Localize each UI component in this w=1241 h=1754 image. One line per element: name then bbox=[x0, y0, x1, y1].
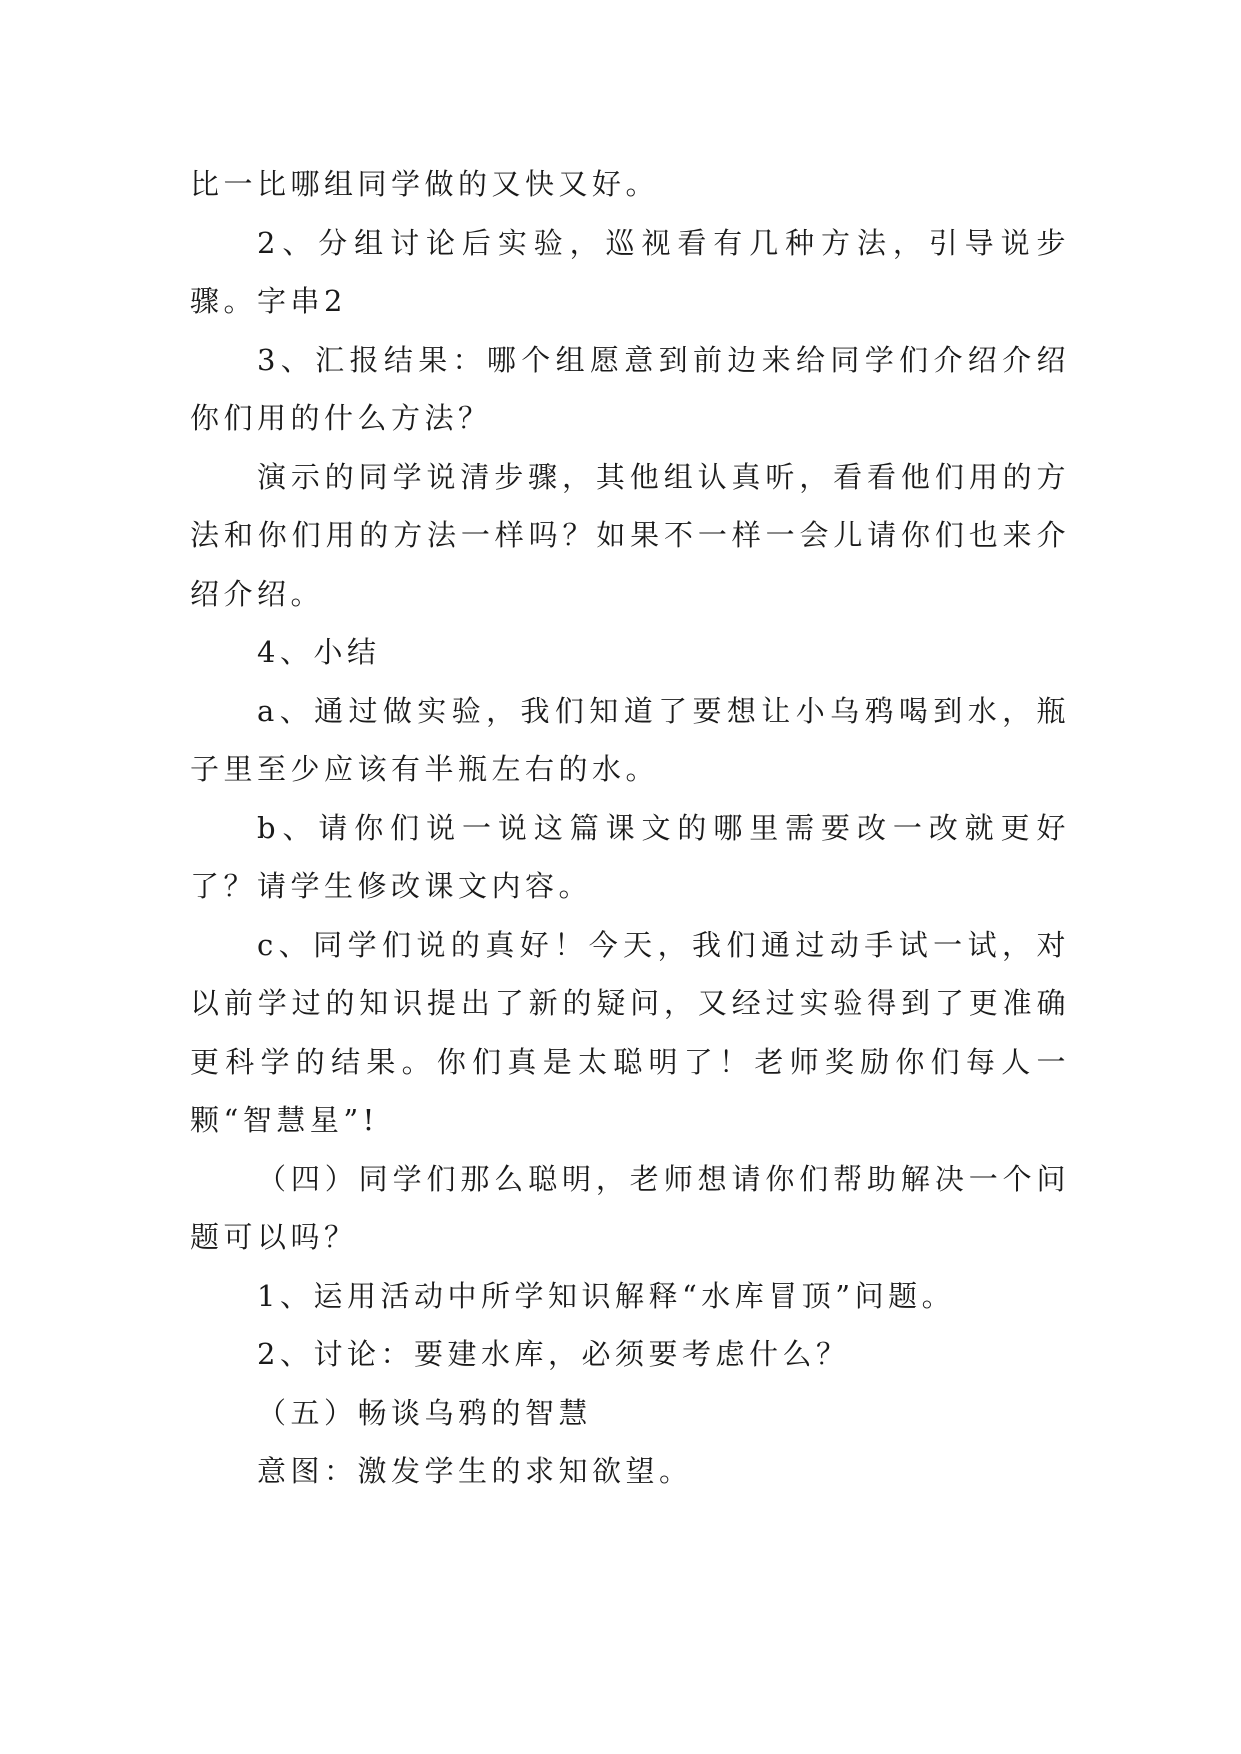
paragraph: 比一比哪组同学做的又快又好。 bbox=[190, 167, 660, 201]
paragraph: 1、运用活动中所学知识解释“水库冒顶”问题。 bbox=[257, 1278, 956, 1313]
paragraph: b、请你们说一说这篇课文的哪里需要改一改就更好了？请学生修改课文内容。 bbox=[190, 810, 1070, 903]
paragraph: 4、小结 bbox=[257, 635, 381, 669]
paragraph: a、通过做实验，我们知道了要想让小乌鸦喝到水，瓶子里至少应该有半瓶左右的水。 bbox=[190, 693, 1070, 786]
paragraph: c、同学们说的真好！今天，我们通过动手试一试，对以前学过的知识提出了新的疑问，又经过实验得到了更准确更科学的结果。你们真是太聪明了！老师奖励你们每人一颗“智慧星”! bbox=[190, 927, 1070, 1137]
paragraph: 意图：激发学生的求知欲望。 bbox=[257, 1454, 693, 1488]
paragraph: （四）同学们那么聪明，老师想请你们帮助解决一个问题可以吗？ bbox=[190, 1161, 1070, 1254]
document-body bbox=[190, 155, 1070, 1501]
paragraph: （五）畅谈乌鸦的智慧 bbox=[257, 1395, 593, 1430]
paragraph: 2、分组讨论后实验，巡视看有几种方法，引导说步骤。字串2 bbox=[190, 225, 1070, 318]
paragraph: 3、汇报结果：哪个组愿意到前边来给同学们介绍介绍你们用的什么方法？ bbox=[190, 342, 1070, 435]
paragraph: 2、讨论：要建水库，必须要考虑什么？ bbox=[257, 1337, 850, 1371]
paragraph: 演示的同学说清步骤，其他组认真听，看看他们用的方法和你们用的方法一样吗？如果不一样一会儿请你们也来介绍介绍。 bbox=[190, 459, 1070, 611]
